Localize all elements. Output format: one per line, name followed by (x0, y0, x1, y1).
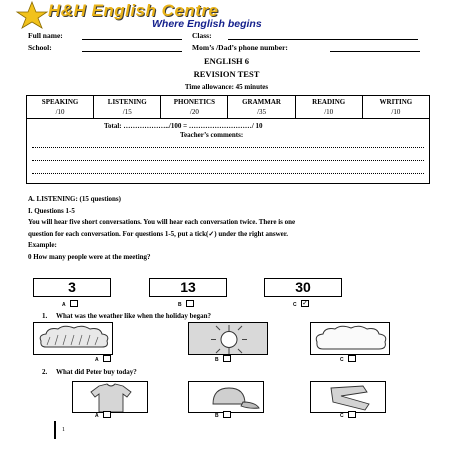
instruction-line: You will hear five short conversations. You will hear each conversation twice. There is one (28, 218, 296, 226)
section-heading: A. LISTENING: (15 questions) (28, 195, 121, 203)
option-letter: A (95, 357, 99, 363)
picture-trousers (310, 381, 386, 413)
page-number: 1 (62, 427, 65, 433)
tick-box[interactable] (223, 411, 231, 418)
tick-box[interactable] (186, 300, 194, 307)
cap-icon (189, 382, 264, 413)
tick-box[interactable] (348, 411, 356, 418)
sun-icon (189, 323, 268, 355)
option-letter: B (215, 413, 219, 419)
instruction-line: question for each conversation. For questions 1-5, put a tick(✓) under the right answer. (28, 230, 288, 238)
teacher-comments-label: Teacher’s comments: (180, 131, 244, 139)
tick-box[interactable] (103, 355, 111, 362)
phone-field[interactable] (330, 51, 420, 52)
option-letter: A (62, 302, 66, 308)
class-label: Class: (192, 31, 212, 40)
score-table (26, 95, 430, 119)
tick-box[interactable]: ✓ (302, 299, 308, 307)
option-letter: A (95, 413, 99, 419)
option-letter: B (178, 302, 182, 308)
picture-rain (33, 322, 113, 355)
question-text: What was the weather like when the holiday began? (56, 312, 212, 320)
shirt-icon (73, 382, 148, 413)
trousers-icon (311, 382, 386, 413)
school-label: School: (28, 43, 52, 52)
score-header-phonetics: PHONETICS /20 (161, 96, 228, 119)
logo-tagline: Where English begins (152, 18, 262, 30)
question-text: What did Peter buy today? (56, 368, 137, 376)
subject-title: ENGLISH 6 (203, 56, 250, 66)
score-header-speaking: SPEAKING /10 (27, 96, 94, 119)
score-header-reading: READING /10 (295, 96, 362, 119)
example-question: 0 How many people were at the meeting? (28, 253, 151, 261)
picture-sun (188, 322, 268, 355)
score-header-grammar: GRAMMAR /35 (228, 96, 295, 119)
phone-label: Mom’s /Dad’s phone number: (192, 43, 288, 52)
full-name-field[interactable] (82, 39, 182, 40)
part-heading: I. Questions 1-5 (28, 207, 75, 215)
picture-cap (188, 381, 264, 413)
tick-box[interactable] (223, 355, 231, 362)
footer-divider (54, 421, 56, 439)
tick-box[interactable] (70, 300, 78, 307)
picture-shirt (72, 381, 148, 413)
test-title: REVISION TEST (193, 69, 260, 79)
cloud-icon (311, 323, 390, 355)
comment-line[interactable] (32, 160, 424, 161)
centre-logo (12, 0, 362, 30)
example-option-b: 13 (149, 278, 227, 297)
time-allowance: Time allowance: 45 minutes (184, 83, 269, 91)
question-number: 1. (42, 312, 48, 320)
full-name-label: Full name: (28, 31, 63, 40)
school-field[interactable] (82, 51, 182, 52)
total-score: Total: ………………../100 = ………………………/ 10 (104, 122, 263, 130)
example-option-c: 30 (264, 278, 342, 297)
logo-text: H&H English Centre (48, 1, 219, 20)
example-label: Example: (28, 241, 57, 249)
star-logo-icon (12, 0, 52, 30)
question-number: 2. (42, 368, 48, 376)
picture-cloud (310, 322, 390, 355)
option-letter: C (340, 413, 344, 419)
example-option-a: 3 (33, 278, 111, 297)
score-header-writing: WRITING /10 (362, 96, 429, 119)
comment-line[interactable] (32, 147, 424, 148)
option-letter: B (215, 357, 219, 363)
tick-box[interactable] (348, 355, 356, 362)
option-letter: C (293, 302, 297, 308)
tick-box[interactable] (103, 411, 111, 418)
score-header-listening: LISTENING /15 (94, 96, 161, 119)
comment-line[interactable] (32, 173, 424, 174)
rain-cloud-icon (34, 323, 113, 355)
class-field[interactable] (228, 39, 418, 40)
option-letter: C (340, 357, 344, 363)
